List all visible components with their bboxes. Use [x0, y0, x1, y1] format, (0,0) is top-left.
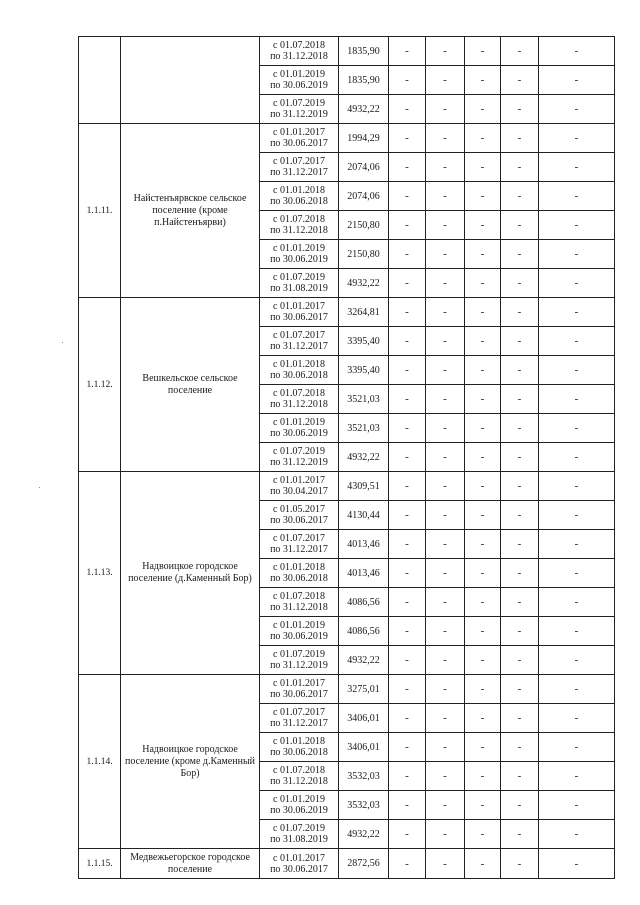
empty-value-dash: - [465, 530, 501, 559]
period-cell [260, 530, 339, 559]
empty-value-dash: - [426, 646, 465, 675]
empty-value-dash: - [539, 66, 615, 95]
empty-value-dash: - [539, 153, 615, 182]
period-cell [260, 385, 339, 414]
period-to: по 30.04.2017 [270, 486, 328, 497]
tariff-value: 3521,03 [339, 385, 389, 414]
empty-value-dash: - [389, 385, 426, 414]
empty-value-dash: - [426, 559, 465, 588]
period-from: с 01.07.2018 [273, 388, 325, 399]
empty-value-dash: - [426, 472, 465, 501]
period-from: с 01.01.2018 [273, 359, 325, 370]
settlement-name [121, 37, 260, 124]
settlement-name: Медвежьегорское городское поселение [121, 849, 260, 879]
settlement-name: Найстенъярвское сельское поселение (кроме п.Найстенъярви) [121, 124, 260, 298]
empty-value-dash: - [501, 588, 539, 617]
period-from: с 01.01.2019 [273, 620, 325, 631]
empty-value-dash: - [465, 124, 501, 153]
tariff-value: 3275,01 [339, 675, 389, 704]
empty-value-dash: - [426, 182, 465, 211]
empty-value-dash: - [539, 472, 615, 501]
period-to: по 31.12.2018 [270, 776, 328, 787]
empty-value-dash: - [465, 327, 501, 356]
period-cell [260, 472, 339, 501]
period-to: по 31.12.2017 [270, 167, 328, 178]
empty-value-dash: - [539, 414, 615, 443]
period-to: по 31.08.2019 [270, 283, 328, 294]
tariff-value: 4130,44 [339, 501, 389, 530]
empty-value-dash: - [501, 298, 539, 327]
empty-value-dash: - [389, 559, 426, 588]
period-cell [260, 414, 339, 443]
period-cell [260, 153, 339, 182]
empty-value-dash: - [501, 820, 539, 849]
empty-value-dash: - [501, 385, 539, 414]
empty-value-dash: - [501, 733, 539, 762]
period-to: по 31.12.2019 [270, 457, 328, 468]
empty-value-dash: - [465, 704, 501, 733]
empty-value-dash: - [539, 646, 615, 675]
empty-value-dash: - [465, 472, 501, 501]
empty-value-dash: - [389, 588, 426, 617]
empty-value-dash: - [426, 240, 465, 269]
empty-value-dash: - [501, 501, 539, 530]
empty-value-dash: - [465, 66, 501, 95]
period-to: по 30.06.2017 [270, 312, 328, 323]
period-from: с 01.01.2017 [273, 127, 325, 138]
empty-value-dash: - [539, 240, 615, 269]
tariff-value: 3406,01 [339, 704, 389, 733]
empty-value-dash: - [426, 153, 465, 182]
empty-value-dash: - [389, 414, 426, 443]
tariff-table-page [78, 36, 614, 879]
tariff-value: 3532,03 [339, 791, 389, 820]
empty-value-dash: - [539, 95, 615, 124]
period-from: с 01.01.2017 [273, 475, 325, 486]
empty-value-dash: - [389, 472, 426, 501]
empty-value-dash: - [389, 327, 426, 356]
period-from: с 01.01.2017 [273, 301, 325, 312]
table-row [79, 849, 615, 879]
tariff-table [78, 36, 615, 879]
empty-value-dash: - [501, 849, 539, 879]
period-to: по 31.12.2018 [270, 399, 328, 410]
tariff-value: 3395,40 [339, 327, 389, 356]
empty-value-dash: - [426, 588, 465, 617]
period-to: по 30.06.2019 [270, 428, 328, 439]
period-from: с 01.01.2018 [273, 736, 325, 747]
period-from: с 01.01.2019 [273, 794, 325, 805]
empty-value-dash: - [539, 617, 615, 646]
tariff-value: 1994,29 [339, 124, 389, 153]
period-to: по 30.06.2017 [270, 515, 328, 526]
empty-value-dash: - [426, 37, 465, 66]
empty-value-dash: - [465, 559, 501, 588]
empty-value-dash: - [501, 530, 539, 559]
empty-value-dash: - [501, 414, 539, 443]
period-from: с 01.07.2017 [273, 533, 325, 544]
empty-value-dash: - [539, 588, 615, 617]
period-cell [260, 646, 339, 675]
period-cell [260, 704, 339, 733]
empty-value-dash: - [465, 269, 501, 298]
table-row [79, 37, 615, 66]
empty-value-dash: - [426, 385, 465, 414]
scan-speck [62, 342, 63, 343]
period-to: по 31.12.2017 [270, 544, 328, 555]
period-to: по 30.06.2018 [270, 196, 328, 207]
tariff-value: 3395,40 [339, 356, 389, 385]
period-from: с 01.01.2018 [273, 562, 325, 573]
empty-value-dash: - [465, 356, 501, 385]
period-cell [260, 298, 339, 327]
empty-value-dash: - [465, 414, 501, 443]
period-cell [260, 791, 339, 820]
empty-value-dash: - [465, 501, 501, 530]
period-to: по 31.08.2019 [270, 834, 328, 845]
period-cell [260, 124, 339, 153]
period-cell [260, 762, 339, 791]
period-from: с 01.01.2018 [273, 185, 325, 196]
period-from: с 01.05.2017 [273, 504, 325, 515]
empty-value-dash: - [539, 37, 615, 66]
tariff-value: 4932,22 [339, 820, 389, 849]
tariff-value: 2074,06 [339, 153, 389, 182]
empty-value-dash: - [539, 182, 615, 211]
empty-value-dash: - [501, 269, 539, 298]
period-cell [260, 617, 339, 646]
empty-value-dash: - [389, 820, 426, 849]
empty-value-dash: - [465, 762, 501, 791]
tariff-value: 2150,80 [339, 211, 389, 240]
empty-value-dash: - [501, 559, 539, 588]
empty-value-dash: - [426, 820, 465, 849]
empty-value-dash: - [426, 849, 465, 879]
empty-value-dash: - [389, 298, 426, 327]
period-to: по 30.06.2017 [270, 138, 328, 149]
tariff-value: 4309,51 [339, 472, 389, 501]
tariff-value: 4932,22 [339, 646, 389, 675]
tariff-value: 1835,90 [339, 66, 389, 95]
period-from: с 01.01.2017 [273, 678, 325, 689]
empty-value-dash: - [539, 385, 615, 414]
empty-value-dash: - [501, 675, 539, 704]
empty-value-dash: - [539, 356, 615, 385]
empty-value-dash: - [539, 675, 615, 704]
period-from: с 01.07.2018 [273, 40, 325, 51]
empty-value-dash: - [501, 240, 539, 269]
tariff-value: 2074,06 [339, 182, 389, 211]
item-number [79, 37, 121, 124]
empty-value-dash: - [389, 240, 426, 269]
table-row [79, 124, 615, 153]
empty-value-dash: - [426, 298, 465, 327]
period-to: по 31.12.2018 [270, 225, 328, 236]
empty-value-dash: - [389, 762, 426, 791]
empty-value-dash: - [501, 124, 539, 153]
period-from: с 01.01.2019 [273, 69, 325, 80]
period-cell [260, 675, 339, 704]
period-to: по 31.12.2018 [270, 602, 328, 613]
empty-value-dash: - [465, 211, 501, 240]
period-from: с 01.07.2019 [273, 446, 325, 457]
period-to: по 30.06.2017 [270, 863, 328, 875]
tariff-value: 4932,22 [339, 443, 389, 472]
period-cell [260, 733, 339, 762]
item-number: 1.1.13. [79, 472, 121, 675]
period-to: по 31.12.2019 [270, 660, 328, 671]
period-cell [260, 240, 339, 269]
empty-value-dash: - [465, 443, 501, 472]
empty-value-dash: - [389, 849, 426, 879]
empty-value-dash: - [539, 530, 615, 559]
period-cell [260, 501, 339, 530]
empty-value-dash: - [465, 849, 501, 879]
item-number: 1.1.15. [79, 849, 121, 879]
empty-value-dash: - [426, 762, 465, 791]
period-from: с 01.07.2019 [273, 823, 325, 834]
tariff-value: 4086,56 [339, 617, 389, 646]
period-from: с 01.07.2017 [273, 156, 325, 167]
empty-value-dash: - [389, 501, 426, 530]
period-to: по 30.06.2019 [270, 631, 328, 642]
period-to: по 30.06.2018 [270, 370, 328, 381]
empty-value-dash: - [501, 704, 539, 733]
empty-value-dash: - [465, 588, 501, 617]
empty-value-dash: - [426, 530, 465, 559]
period-from: с 01.07.2019 [273, 272, 325, 283]
empty-value-dash: - [465, 153, 501, 182]
period-cell [260, 66, 339, 95]
table-row [79, 298, 615, 327]
empty-value-dash: - [501, 95, 539, 124]
empty-value-dash: - [389, 37, 426, 66]
empty-value-dash: - [465, 617, 501, 646]
empty-value-dash: - [539, 298, 615, 327]
empty-value-dash: - [501, 153, 539, 182]
empty-value-dash: - [539, 327, 615, 356]
table-row [79, 472, 615, 501]
period-cell [260, 269, 339, 298]
empty-value-dash: - [426, 704, 465, 733]
tariff-value: 4932,22 [339, 269, 389, 298]
empty-value-dash: - [539, 443, 615, 472]
period-from: с 01.01.2017 [273, 852, 325, 864]
empty-value-dash: - [465, 182, 501, 211]
tariff-value: 3532,03 [339, 762, 389, 791]
empty-value-dash: - [389, 153, 426, 182]
empty-value-dash: - [539, 269, 615, 298]
period-to: по 31.12.2019 [270, 109, 328, 120]
empty-value-dash: - [465, 733, 501, 762]
empty-value-dash: - [426, 414, 465, 443]
period-from: с 01.07.2017 [273, 330, 325, 341]
empty-value-dash: - [539, 762, 615, 791]
tariff-value: 4013,46 [339, 559, 389, 588]
empty-value-dash: - [539, 704, 615, 733]
empty-value-dash: - [389, 269, 426, 298]
settlement-name: Вешкельское сельское поселение [121, 298, 260, 472]
empty-value-dash: - [389, 646, 426, 675]
empty-value-dash: - [501, 617, 539, 646]
settlement-name: Надвоицкое городское поселение (д.Каменный Бор) [121, 472, 260, 675]
period-cell [260, 588, 339, 617]
period-from: с 01.01.2019 [273, 243, 325, 254]
empty-value-dash: - [501, 327, 539, 356]
empty-value-dash: - [389, 617, 426, 646]
empty-value-dash: - [465, 791, 501, 820]
period-cell [260, 37, 339, 66]
tariff-value: 2872,56 [339, 849, 389, 879]
period-from: с 01.07.2018 [273, 214, 325, 225]
empty-value-dash: - [426, 443, 465, 472]
empty-value-dash: - [389, 66, 426, 95]
empty-value-dash: - [426, 269, 465, 298]
empty-value-dash: - [426, 356, 465, 385]
empty-value-dash: - [389, 356, 426, 385]
empty-value-dash: - [501, 472, 539, 501]
settlement-name: Надвоицкое городское поселение (кроме д.Каменный Бор) [121, 675, 260, 849]
tariff-value: 4932,22 [339, 95, 389, 124]
tariff-value: 4013,46 [339, 530, 389, 559]
empty-value-dash: - [389, 95, 426, 124]
empty-value-dash: - [539, 211, 615, 240]
tariff-value: 3521,03 [339, 414, 389, 443]
table-row [79, 675, 615, 704]
period-cell [260, 211, 339, 240]
empty-value-dash: - [465, 385, 501, 414]
empty-value-dash: - [501, 182, 539, 211]
period-to: по 30.06.2019 [270, 80, 328, 91]
period-from: с 01.01.2019 [273, 417, 325, 428]
period-cell [260, 95, 339, 124]
empty-value-dash: - [501, 791, 539, 820]
empty-value-dash: - [539, 849, 615, 879]
empty-value-dash: - [539, 559, 615, 588]
period-cell [260, 356, 339, 385]
table-body [79, 37, 615, 879]
empty-value-dash: - [389, 182, 426, 211]
empty-value-dash: - [426, 791, 465, 820]
empty-value-dash: - [539, 124, 615, 153]
period-to: по 31.12.2017 [270, 341, 328, 352]
period-cell [260, 327, 339, 356]
tariff-value: 2150,80 [339, 240, 389, 269]
period-to: по 30.06.2017 [270, 689, 328, 700]
empty-value-dash: - [426, 327, 465, 356]
period-to: по 30.06.2018 [270, 573, 328, 584]
period-from: с 01.07.2017 [273, 707, 325, 718]
period-to: по 31.12.2017 [270, 718, 328, 729]
empty-value-dash: - [389, 704, 426, 733]
empty-value-dash: - [539, 501, 615, 530]
empty-value-dash: - [465, 675, 501, 704]
tariff-value: 3264,81 [339, 298, 389, 327]
tariff-value: 1835,90 [339, 37, 389, 66]
empty-value-dash: - [426, 66, 465, 95]
scan-speck [39, 487, 40, 488]
empty-value-dash: - [465, 298, 501, 327]
period-cell [260, 820, 339, 849]
tariff-value: 4086,56 [339, 588, 389, 617]
period-to: по 31.12.2018 [270, 51, 328, 62]
empty-value-dash: - [501, 211, 539, 240]
period-cell [260, 443, 339, 472]
empty-value-dash: - [389, 211, 426, 240]
empty-value-dash: - [501, 37, 539, 66]
empty-value-dash: - [539, 791, 615, 820]
empty-value-dash: - [465, 37, 501, 66]
period-from: с 01.07.2019 [273, 98, 325, 109]
empty-value-dash: - [465, 820, 501, 849]
period-to: по 30.06.2019 [270, 254, 328, 265]
tariff-value: 3406,01 [339, 733, 389, 762]
empty-value-dash: - [501, 646, 539, 675]
empty-value-dash: - [426, 211, 465, 240]
empty-value-dash: - [426, 675, 465, 704]
empty-value-dash: - [501, 66, 539, 95]
empty-value-dash: - [539, 820, 615, 849]
empty-value-dash: - [389, 443, 426, 472]
empty-value-dash: - [389, 733, 426, 762]
item-number: 1.1.12. [79, 298, 121, 472]
period-to: по 30.06.2019 [270, 805, 328, 816]
empty-value-dash: - [426, 617, 465, 646]
empty-value-dash: - [501, 443, 539, 472]
empty-value-dash: - [426, 501, 465, 530]
period-cell [260, 849, 339, 879]
empty-value-dash: - [501, 356, 539, 385]
period-cell [260, 182, 339, 211]
empty-value-dash: - [389, 124, 426, 153]
period-cell [260, 559, 339, 588]
empty-value-dash: - [389, 791, 426, 820]
period-to: по 30.06.2018 [270, 747, 328, 758]
empty-value-dash: - [539, 733, 615, 762]
empty-value-dash: - [465, 240, 501, 269]
empty-value-dash: - [426, 95, 465, 124]
item-number: 1.1.14. [79, 675, 121, 849]
empty-value-dash: - [501, 762, 539, 791]
period-from: с 01.07.2018 [273, 765, 325, 776]
empty-value-dash: - [389, 675, 426, 704]
period-from: с 01.07.2018 [273, 591, 325, 602]
empty-value-dash: - [465, 95, 501, 124]
period-from: с 01.07.2019 [273, 649, 325, 660]
empty-value-dash: - [389, 530, 426, 559]
empty-value-dash: - [465, 646, 501, 675]
item-number: 1.1.11. [79, 124, 121, 298]
empty-value-dash: - [426, 124, 465, 153]
empty-value-dash: - [426, 733, 465, 762]
